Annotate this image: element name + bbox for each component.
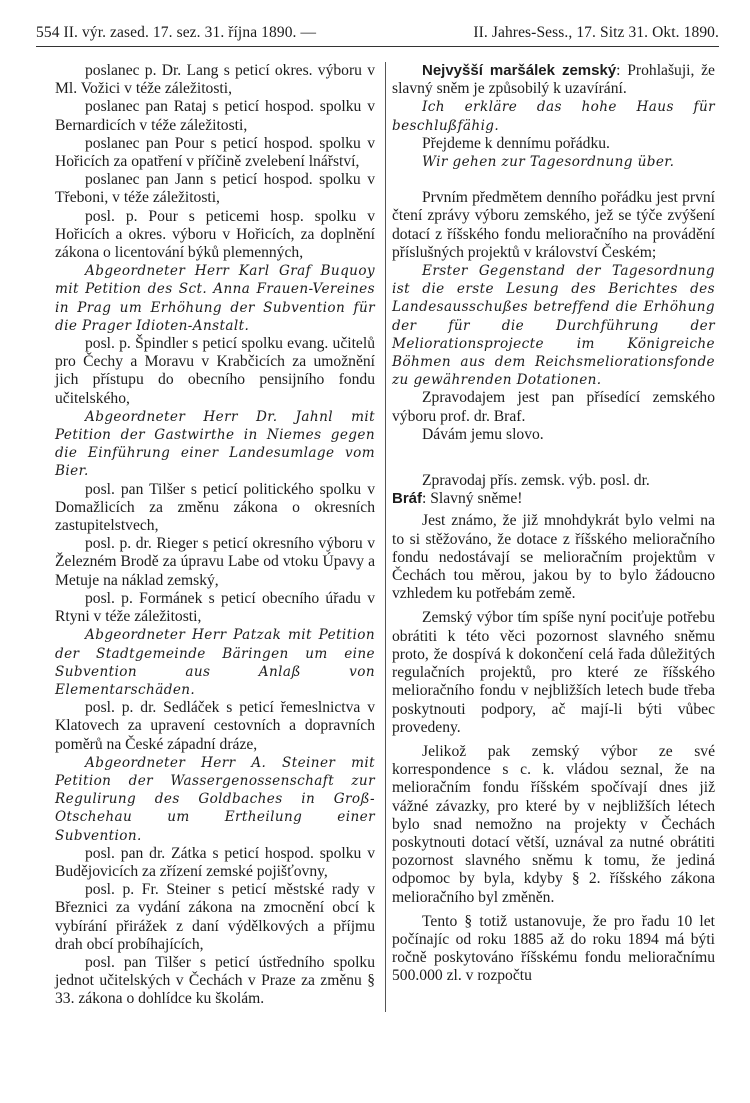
braf-name: Bráf bbox=[392, 490, 423, 508]
braf-greeting: : Slavný sněme! bbox=[422, 490, 523, 508]
petition-entry-german: Abgeordneter Herr Patzak mit Petition der Stadtgemeinde Bäringen um eine Subvention aus Anlaß von Elementarschäden. bbox=[55, 627, 375, 698]
petition-entry: posl. p. dr. Sedláček s peticí řemeslnictva v Klatovech za upravení cestovních a dopravních poměrů na České západní dráze, bbox=[55, 699, 375, 753]
speech-paragraph: Jest známo, že již mnohdykrát bylo velmi na to si stěžováno, že dotace z říšského melioračního fondu nedostávají se melioračním projektům v Čechách tou měrou, jakou by to bylo žádoucno vzhledem ku potřebám země. bbox=[392, 512, 715, 603]
petition-entry: posl. p. Fr. Steiner s peticí městské rady v Březnici za vydání zákona na zmocnění obcí k vybírání přirážek z daní výdělkových a příjmu drah obcí probíhajících, bbox=[55, 881, 375, 953]
header-czech: 554 II. výr. zased. 17. sez. 31. října 1890. — bbox=[36, 24, 317, 41]
speech-paragraph: Zemský výbor tím spíše nyní pociťuje potřebu obrátiti k této věci pozornost slavného sněmu proto, že dospívá k dokončení celá řada důležitých regulačních projektů, pro které ze říšského melioračního fondu v nejbližších letech bude třeba poskytnouti podpory, ač mají-li býti vůbec provedeny. bbox=[392, 609, 715, 736]
agenda-czech: Přejdeme k dennímu pořádku. bbox=[422, 134, 610, 152]
marshal-german: Ich erkläre das hohe Haus für beschlußfähig. bbox=[392, 99, 715, 134]
petition-entry: poslanec pan Pour s peticí hospod. spolku v Hořicích za opatření v příčině zvelebení lnářství, bbox=[55, 134, 375, 171]
petition-entry-german: Abgeordneter Herr Karl Graf Buquoy mit Petition des Sct. Anna Frauen-Vereines in Prag um Erhöhung der Subvention für die Prager Idioten-Anstalt. bbox=[55, 263, 375, 334]
marshal-speech: : Prohlašuji, že slavný sněm je způsobilý k uzavírání. bbox=[392, 62, 715, 98]
speech-paragraph: Tento § totiž ustanovuje, že pro řadu 10 let počínajíc od roku 1885 až do roku 1894 má býti ročně poskytováno říšskému fondu melioračnímu 500.000 zl. v rozpočtu bbox=[392, 912, 715, 985]
petition-entry: posl. p. Špindler s peticí spolku evang. učitelů pro Čechy a Moravu v Krabčicích za umožnění jich přístupu do obecního pensijního fondu učitelského, bbox=[55, 335, 375, 407]
petition-entry: posl. p. dr. Rieger s peticí okresního výboru v Železném Brodě za úpravu Labe od vtoku Úpavy a Metuje na náklad zemský, bbox=[55, 535, 375, 589]
marshal-statement bbox=[392, 62, 715, 98]
braf-intro: Zpravodaj přís. zemsk. výb. posl. dr. bbox=[422, 472, 650, 490]
agenda-item-german: Erster Gegenstand der Tagesordnung ist die erste Lesung des Berichtes des Landesausschußes betreffend die Erhöhung der für die Durchführung der Meliorationsprojecte im Königreiche Böhmen aus dem Reichsmeliorationsfonde zu gewährenden Dotationen. bbox=[392, 263, 715, 389]
petition-entry: posl. p. Formánek s peticí obecního úřadu v Rtyni v téže záležitosti, bbox=[55, 589, 375, 626]
column-divider bbox=[385, 62, 386, 1012]
speech-paragraph: Jelikož pak zemský výbor ze své korrespondence s c. k. vládou seznal, že na melioračním fondu říšském spočívají dnes již vážné závazky, pro které by v nejbližších létech bylo snad nemožno na projekty v Čechách poskytnouti dotací větší, uznával za nutné obrátiti pozornost slavného sněmu k tomu, že jediná odpomoc by byla, kdyby § 2. říšského zákona melioračního byl změněn. bbox=[392, 742, 715, 906]
petition-entry: posl. pan Tilšer s peticí politického spolku v Domažlicích za změnu zákona o okresních zastupitelstvech, bbox=[55, 480, 375, 535]
petition-entry: poslanec pan Jann s peticí hospod. spolku v Třeboni, v téže záležitosti, bbox=[55, 171, 375, 207]
left-column bbox=[55, 62, 375, 1009]
petition-entry-german: Abgeordneter Herr A. Steiner mit Petition der Wassergenossenschaft zur Regulirung des Goldbaches in Groß-Otschehau um Ertheilung einer Subvention. bbox=[55, 754, 375, 844]
agenda-german: Wir gehen zur Tagesordnung über. bbox=[422, 154, 675, 171]
petition-entry: posl. p. Pour s peticemi hosp. spolku v Hořicích a okres. výboru v Hořicích, za doplnění zákona o licentování býků plemenných, bbox=[55, 207, 375, 262]
braf-greeting-line bbox=[392, 490, 715, 508]
header-german: II. Jahres-Sess., 17. Sitz 31. Okt. 1890. bbox=[473, 24, 719, 41]
agenda-item-czech: Prvním předmětem denního pořádku jest první čtení zprávy výboru zemského, jež se týče zvýšení dotací z říšského fondu melioračního na provádění příslušných projektů v království Českém; bbox=[392, 189, 715, 261]
right-column bbox=[392, 62, 715, 986]
give-word: Dávám jemu slovo. bbox=[422, 425, 544, 443]
petition-entry: posl. pan dr. Zátka s peticí hospod. spolku v Budějovicích za zřízení zemské pojišťovny, bbox=[55, 844, 375, 880]
petition-entry: poslanec pan Rataj s peticí hospod. spolku v Bernardicích v téže záležitosti, bbox=[55, 98, 375, 134]
running-header bbox=[36, 20, 719, 47]
petition-entry: posl. pan Tilšer s peticí ústředního spolku jednot učitelských v Čechách v Praze za změnu § 33. zákona o dohlídce ku školám. bbox=[55, 953, 375, 1008]
petition-entry: poslanec p. Dr. Lang s peticí okres. výboru v Ml. Vožici v téže záležitosti, bbox=[55, 62, 375, 98]
petition-entry-german: Abgeordneter Herr Dr. Jahnl mit Petition der Gastwirthe in Niemes gegen die Einführung einer Landesumlage vom Bier. bbox=[55, 408, 375, 480]
reporter-statement: Zpravodajem jest pan přísedící zemského výboru prof. dr. Braf. bbox=[392, 389, 715, 425]
speaker-name: Nejvyšší maršálek zemský bbox=[422, 62, 617, 79]
